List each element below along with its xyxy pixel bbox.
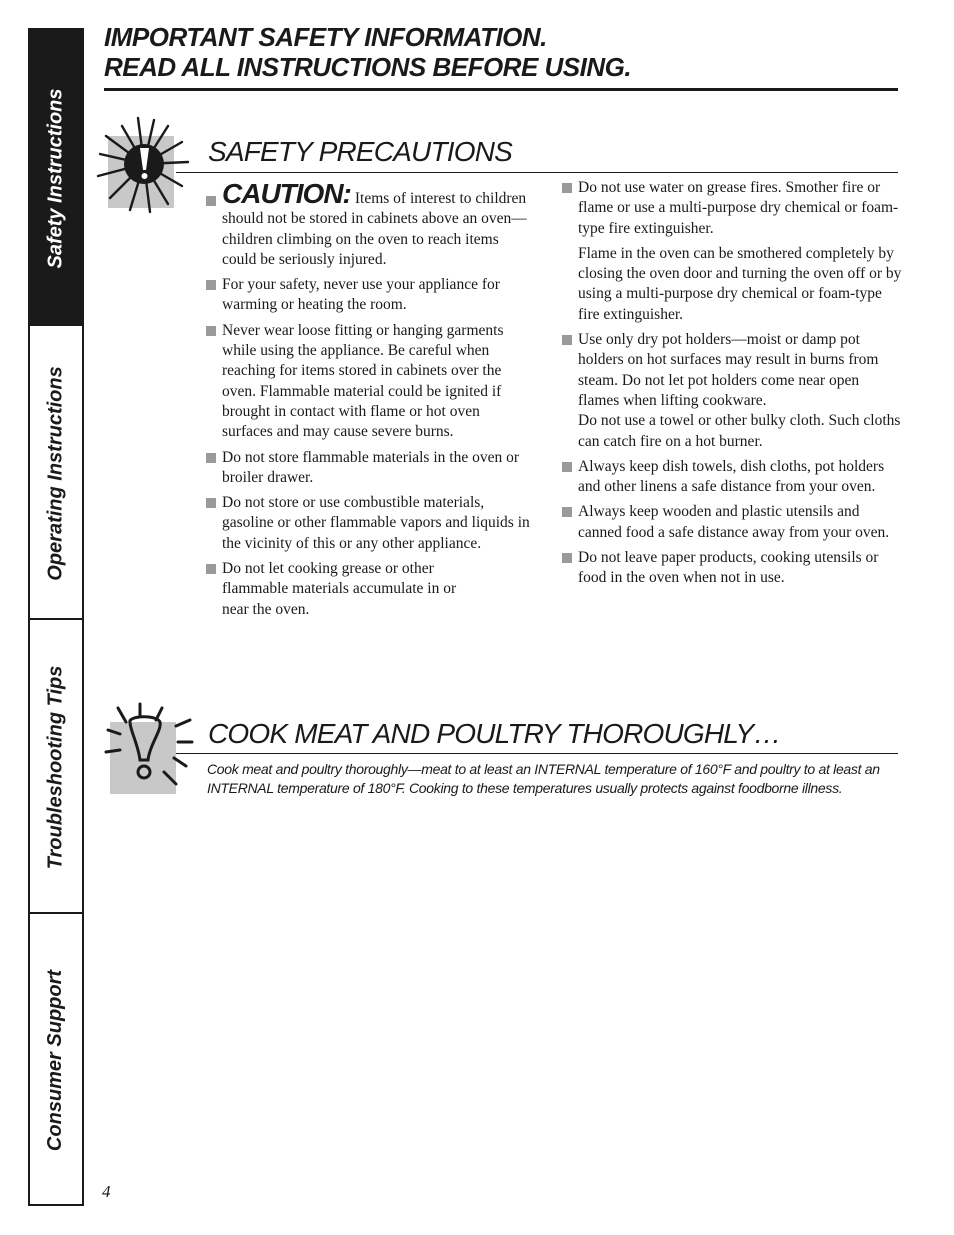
list-item <box>562 548 902 589</box>
list-item-text: Do not leave paper products, cooking utensils or food in the oven when not in use. <box>578 549 879 587</box>
list-item-continuation: Flame in the oven can be smothered completely by closing the oven door and turning the oven off or by using a multi-purpose dry chemical or foam-type fire extinguisher. <box>578 244 902 323</box>
bullet-square <box>562 553 572 563</box>
list-item-text: Do not store flammable materials in the oven or broiler drawer. <box>222 448 519 486</box>
left-column <box>206 178 532 625</box>
list-item-text: Always keep wooden and plastic utensils and canned food a safe distance away from your oven. <box>578 503 890 541</box>
tab-consumer-support[interactable] <box>30 912 82 1206</box>
list-item <box>206 493 532 554</box>
list-item <box>206 275 532 316</box>
bullet-square <box>206 326 216 336</box>
list-item <box>206 321 532 443</box>
list-item-text: Never wear loose fitting or hanging garments while using the appliance. Be careful when reaching for items stored in cabinets over the oven. Flammable material could be ignited if brought in contact with flame or hot oven surfaces and may cause severe burns. <box>222 321 504 441</box>
side-tabs <box>28 28 84 1206</box>
tab-safety-instructions[interactable] <box>30 30 82 326</box>
page-number: 4 <box>102 1182 111 1201</box>
header-line-2: READ ALL INSTRUCTIONS BEFORE USING. <box>104 52 632 82</box>
list-item <box>562 457 902 498</box>
list-item-text: Items of interest to children should not be stored in cabinets above an oven—children climbing on the oven to reach items could be seriously injured. <box>222 190 527 268</box>
page-header <box>104 22 898 82</box>
tab-operating-instructions[interactable] <box>30 324 82 620</box>
bullet-square <box>562 462 572 472</box>
section-rule <box>176 172 898 173</box>
header-line-1: IMPORTANT SAFETY INFORMATION. <box>104 22 547 52</box>
section-title-cook-meat: COOK MEAT AND POULTRY THOROUGHLY… <box>208 718 781 749</box>
list-item-text: Always keep dish towels, dish cloths, pot holders and other linens a safe distance from your oven. <box>578 457 885 496</box>
bullet-square <box>206 280 216 290</box>
exclamation-burst-icon <box>94 112 194 216</box>
list-item <box>206 448 532 489</box>
list-item-text: Use only dry pot holders—moist or damp pot holders on hot surfaces may result in burns from steam. Do not let pot holders come near open flames when lifting cookware. <box>578 331 879 409</box>
tab-label: Safety Instructions <box>44 87 67 269</box>
tab-troubleshooting-tips[interactable] <box>30 618 82 914</box>
bullet-square <box>206 498 216 508</box>
list-item <box>562 502 902 543</box>
tab-label: Troubleshooting Tips <box>44 665 67 869</box>
section-rule <box>176 753 898 754</box>
bullet-square <box>562 507 572 517</box>
bullet-square <box>562 183 572 193</box>
bullet-square <box>206 453 216 463</box>
list-item-continuation: Do not use a towel or other bulky cloth. Such cloths can catch fire on a hot burner. <box>578 412 901 450</box>
list-item-text: Do not use water on grease fires. Smother fire or flame or use a multi-purpose dry chemical or foam-type fire extinguisher. <box>578 179 899 237</box>
section-title-safety-precautions: SAFETY PRECAUTIONS <box>208 136 513 167</box>
list-item-text: Do not store or use combustible materials, gasoline or other flammable vapors and liquids in the vicinity of this or any other appliance. <box>222 494 530 552</box>
list-item <box>562 178 902 325</box>
caution-label: CAUTION: <box>222 178 351 209</box>
bullet-square <box>562 335 572 345</box>
bullet-square <box>206 564 216 574</box>
list-item <box>562 330 902 452</box>
list-item <box>206 559 532 620</box>
list-item-text: Do not let cooking grease or other flammable materials accumulate in or near the oven. <box>222 560 457 618</box>
cook-meat-text: Cook meat and poultry thoroughly—meat to at least an INTERNAL temperature of 160°F and poultry to at least an INTERNAL temperature of 180°F. Cooking to these temperatures usually protects against foodborne illness. <box>207 761 880 796</box>
header-rule <box>104 88 898 91</box>
list-item-text: For your safety, never use your appliance for warming or heating the room. <box>222 276 500 314</box>
exclamation-warning-icon <box>100 700 196 796</box>
tab-label: Operating Instructions <box>44 365 67 581</box>
bullet-square <box>206 196 216 206</box>
right-column <box>562 178 902 594</box>
tab-label: Consumer Support <box>44 969 67 1151</box>
list-item <box>206 178 532 270</box>
